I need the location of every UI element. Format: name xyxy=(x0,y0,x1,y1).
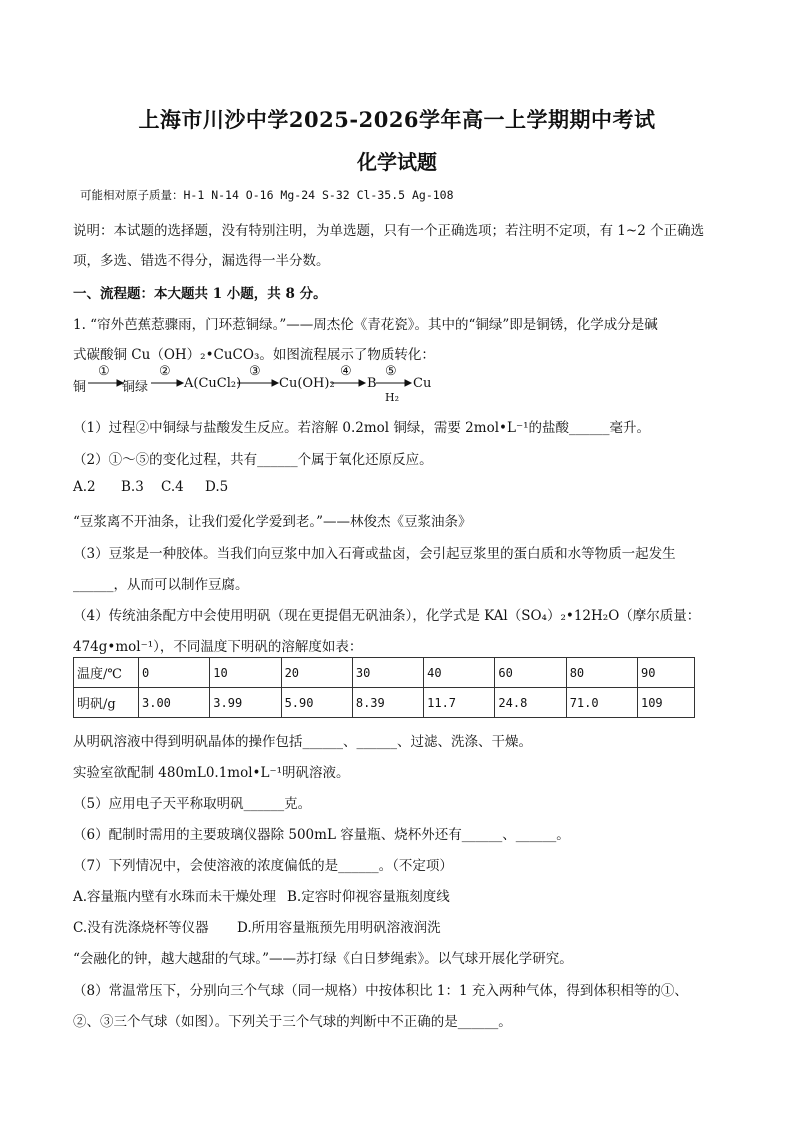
question-1-3-line-2: ______，从而可以制作豆腐。 xyxy=(73,577,249,593)
table-row xyxy=(74,658,695,688)
flow-step-5: ⑤ xyxy=(385,364,397,379)
table-cell: 71.0 xyxy=(566,688,637,718)
option-b: B.定容时仰视容量瓶刻度线 xyxy=(287,889,450,905)
flow-step-3: ③ xyxy=(249,364,261,379)
table-row xyxy=(74,688,695,718)
instructions-line-2: 项，多选、错选不得分，漏选得一半分数。 xyxy=(73,253,330,269)
question-1-line-2: 式碳酸铜 Cu（OH）₂•CuCO₃。如图流程展示了物质转化： xyxy=(73,347,435,363)
option-a: A.容量瓶内壁有水珠而未干燥处理 xyxy=(73,889,277,905)
table-cell: 24.8 xyxy=(495,688,566,718)
question-1-6: （6）配制时需用的主要玻璃仪器除 500mL 容量瓶、烧杯外还有______、______。 xyxy=(73,827,570,843)
option-c: C.没有洗涤烧杯等仪器 xyxy=(73,920,209,936)
option-b: B.3 xyxy=(121,479,144,495)
flow-node-a: A(CuCl₂) xyxy=(184,376,242,391)
table-cell: 3.00 xyxy=(139,688,210,718)
question-1-3-line-1: （3）豆浆是一种胶体。当我们向豆浆中加入石膏或盐卤，会引起豆浆里的蛋白质和水等物质一起发生 xyxy=(73,546,676,562)
quote-2: “豆浆离不开油条，让我们爱化学爱到老。”——林俊杰《豆浆油条》 xyxy=(73,514,472,530)
option-a: A.2 xyxy=(73,479,96,495)
table-cell: 3.99 xyxy=(210,688,281,718)
table-cell: 10 xyxy=(210,658,281,688)
question-1-4-line-1: （4）传统油条配方中会使用明矾（现在更提倡无矾油条），化学式是 KAl（SO₄）₂•12H₂O（摩尔质量： xyxy=(73,608,701,624)
question-1-8-line-1: （8）常温常压下，分别向三个气球（同一规格）中按体积比 1：1 充入两种气体，得到体积相等的①、 xyxy=(73,983,688,999)
preparation-line: 实验室欲配制 480mL0.1mol•L⁻¹明矾溶液。 xyxy=(73,765,350,781)
question-1-8-line-2: ②、③三个气球（如图）。下列关于三个气球的判断中不正确的是______。 xyxy=(73,1014,512,1030)
question-1-7-options-row-1 xyxy=(73,885,450,905)
table-cell: 8.39 xyxy=(352,688,423,718)
table-cell: 60 xyxy=(495,658,566,688)
flow-step-4: ④ xyxy=(340,364,352,379)
question-1-1: （1）过程②中铜绿与盐酸发生反应。若溶解 0.2mol 铜绿，需要 2mol•L⁻¹的盐酸______毫升。 xyxy=(73,420,650,436)
exam-subtitle: 化学试题 xyxy=(357,150,437,174)
reaction-flow-diagram xyxy=(73,366,443,408)
table-header-temperature: 温度/℃ xyxy=(74,658,139,688)
flow-reagent-h2: H₂ xyxy=(385,391,400,404)
option-d: D.所用容量瓶预先用明矾溶液润洗 xyxy=(237,920,441,936)
table-cell: 30 xyxy=(352,658,423,688)
option-d: D.5 xyxy=(205,479,229,495)
question-1-7-options-row-2 xyxy=(73,916,441,936)
instructions-line-1: 说明：本试题的选择题，没有特别注明，为单选题，只有一个正确选项；若注明不定项，有 1~2 个正确选 xyxy=(73,223,705,239)
table-cell: 90 xyxy=(637,658,694,688)
question-1-line-1: 1. “帘外芭蕉惹骤雨，门环惹铜绿。”——周杰伦《青花瓷》。其中的“铜绿”即是铜锈，化学成分是碱 xyxy=(73,317,658,333)
question-1-4-line-2: 474g•mol⁻¹），不同温度下明矾的溶解度如表： xyxy=(73,639,363,655)
question-1-2-options xyxy=(73,479,228,495)
atomic-masses-note: 可能相对原子质量：H-1 N-14 O-16 Mg-24 S-32 Cl-35.5 Ag-108 xyxy=(80,188,454,202)
option-c: C.4 xyxy=(161,479,184,495)
question-1-2: （2）①～⑤的变化过程，共有______个属于氧化还原反应。 xyxy=(73,452,433,468)
section-heading: 一、流程题：本大题共 1 小题，共 8 分。 xyxy=(73,286,327,302)
question-1-5: （5）应用电子天平称取明矾______克。 xyxy=(73,796,312,812)
table-cell: 5.90 xyxy=(281,688,352,718)
table-header-alum: 明矾/g xyxy=(74,688,139,718)
flow-step-2: ② xyxy=(159,364,171,379)
after-table-text: 从明矾溶液中得到明矾晶体的操作包括______、______、过滤、洗涤、干燥。 xyxy=(73,734,532,750)
quote-3: “会融化的钟，越大越甜的气球。”——苏打绿《白日梦绳索》。以气球开展化学研究。 xyxy=(73,951,573,967)
flow-node-cuoh2: Cu(OH)₂ xyxy=(279,376,335,391)
table-cell: 20 xyxy=(281,658,352,688)
question-1-7: （7）下列情况中，会使溶液的浓度偏低的是______。（不定项） xyxy=(73,858,453,874)
flow-node-b: B xyxy=(367,376,377,391)
flow-step-1: ① xyxy=(98,364,110,379)
table-cell: 109 xyxy=(637,688,694,718)
table-cell: 40 xyxy=(424,658,495,688)
exam-title: 上海市川沙中学2025-2026学年高一上学期期中考试 xyxy=(138,107,656,132)
flow-node-copper: 铜 xyxy=(73,380,87,395)
alum-solubility-table xyxy=(73,657,695,718)
table-cell: 0 xyxy=(139,658,210,688)
table-cell: 11.7 xyxy=(424,688,495,718)
flow-node-verdigris: 铜绿 xyxy=(122,380,149,395)
table-cell: 80 xyxy=(566,658,637,688)
flow-node-cu: Cu xyxy=(413,376,432,391)
